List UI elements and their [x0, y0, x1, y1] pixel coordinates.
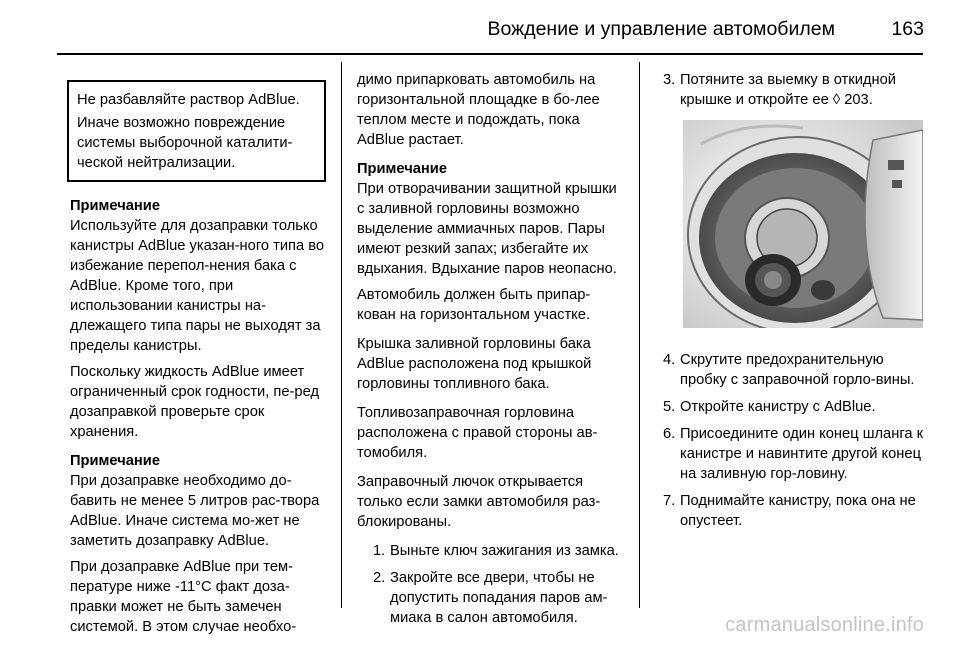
note-label: Примечание [70, 198, 160, 214]
column-divider-right [639, 62, 640, 608]
step-number: 3. [663, 72, 676, 88]
paragraph-parking: Автомобиль должен быть припар-кован на горизонтальном участке. [357, 287, 591, 323]
paragraph-shelf-life: Поскольку жидкость AdBlue имеет ограниченный срок годности, пе-ред дозаправкой проверьте срок хранения. [70, 364, 320, 440]
list-item [663, 350, 925, 390]
note-text: При отворачивании защитной крышки с заливной горловины возможно выделение аммиачных паров. Пары имеют резкий запах; избегайте их вдыхания. Вдыхание паров неопасно. [357, 181, 617, 277]
note-3 [357, 159, 625, 279]
step-number: 7. [663, 493, 676, 509]
fuel-filler-illustration [683, 120, 923, 328]
header-rule [57, 53, 923, 55]
step-number: 2. [373, 570, 386, 586]
list-item [663, 397, 925, 417]
note-2 [70, 451, 326, 551]
page-reference-icon: ◊ [832, 92, 841, 108]
warning-box [67, 80, 326, 182]
step-text: Выньте ключ зажигания из замка. [390, 543, 619, 559]
step-text: Потяните за выемку в откидной крышке и откройте ее [680, 72, 896, 108]
watermark-text: carmanualsonline.info [725, 614, 924, 636]
page-number: 163 [891, 18, 924, 40]
note-text: При дозаправке необходимо до-бавить не менее 5 литров рас-твора AdBlue. Иначе система мо-жет не заметить дозаправку AdBlue. [70, 473, 320, 549]
column-2 [357, 70, 625, 636]
watermark [520, 614, 924, 637]
step-text: Откройте канистру с AdBlue. [680, 399, 876, 415]
fuel-filler-photo [683, 120, 923, 328]
list-item [663, 424, 925, 484]
note-text: Используйте для дозаправки только канистры AdBlue указан-ного типа во избежание перепол-нения бака с AdBlue. Кроме того, при использовании канистры на-длежащего типа пары не выходят за пределы канистры. [70, 218, 325, 354]
column-1 [70, 80, 326, 646]
step-text: Поднимайте канистру, пока она не опустеет. [680, 493, 916, 529]
page-reference: 203. [844, 92, 873, 108]
steps-list-col3 [663, 350, 925, 531]
step-text: Закройте все двери, чтобы не допустить попадания паров ам-миака в салон автомобиля. [390, 570, 608, 626]
list-item [663, 491, 925, 531]
step-number: 5. [663, 399, 676, 415]
step-number: 4. [663, 352, 676, 368]
page-title: Вождение и управление автомобилем [487, 18, 835, 40]
warning-text: Иначе возможно повреждение системы выборочной каталити-ческой нейтрализации. [77, 115, 293, 171]
column-divider-left [341, 62, 342, 608]
column-3 [663, 70, 925, 539]
step-number: 1. [373, 543, 386, 559]
note-label: Примечание [357, 161, 447, 177]
list-item [373, 541, 625, 561]
note-label: Примечание [70, 453, 160, 469]
paragraph-flap-unlock: Заправочный лючок открывается только если замки автомобиля раз-блокированы. [357, 474, 601, 530]
step-text: Скрутите предохранительную пробку с заправочной горло-вины. [680, 352, 915, 388]
warning-title: Не разбавляйте раствор AdBlue. [77, 92, 300, 108]
paragraph-cap-location: Крышка заливной горловины бака AdBlue расположена под крышкой горловины топливного бака. [357, 336, 592, 392]
step-number: 6. [663, 426, 676, 442]
step-text: Присоедините один конец шланга к канистре и навинтите другой конец на заливную гор-ловину. [680, 426, 924, 482]
note-1 [70, 196, 326, 356]
paragraph-continued: димо припарковать автомобиль на горизонтальной площадке в бо-лее теплом месте и подождать, пока AdBlue растает. [357, 72, 600, 148]
steps-list-col3-top [663, 70, 925, 110]
paragraph-low-temperature: При дозаправке AdBlue при тем-пературе ниже -11°C факт доза-правки может не быть замечен системой. В этом случае необхо- [70, 559, 297, 635]
paragraph-filler-side: Топливозаправочная горловина расположена с правой стороны ав-томобиля. [357, 405, 598, 461]
list-item [663, 70, 925, 110]
